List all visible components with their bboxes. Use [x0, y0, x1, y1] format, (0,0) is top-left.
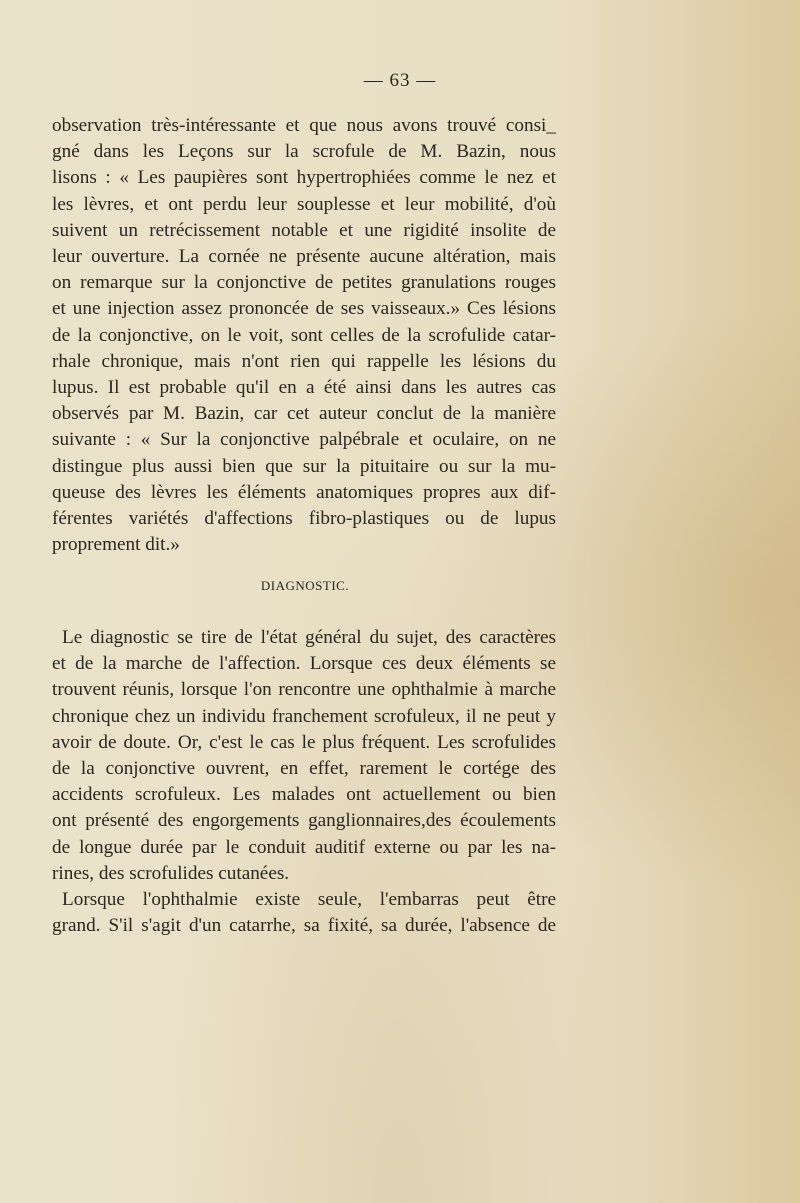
text-line: suivent un retrécissement notable et une rigidité insolite de: [52, 219, 556, 241]
text-line: férentes variétés d'affections fibro-plastiques ou de lupus: [52, 508, 556, 530]
text-line: proprement dit.»: [52, 534, 180, 556]
text-line: observation très-intéressante et que nous avons trouvé consi_: [52, 115, 556, 136]
text-line: Le diagnostic se tire de l'état général du sujet, des caractères: [62, 627, 556, 648]
paragraph-1: [52, 113, 556, 558]
text-line: rhale chronique, mais n'ont rien qui rappelle les lésions du: [52, 350, 556, 372]
text-line: ont présenté des engorgements ganglionnaires,des écoulements: [52, 810, 556, 832]
text-line: observés par M. Bazin, car cet auteur conclut de la manière: [52, 403, 556, 425]
text-line: rines, des scrofulides cutanées.: [52, 862, 290, 884]
text-line: et de la marche de l'affection. Lorsque ces deux éléments se: [52, 653, 556, 675]
text-line: chronique chez un individu franchement scrofuleux, il ne peut y: [52, 705, 556, 727]
paragraph-2: [52, 625, 556, 939]
text-line: grand. S'il s'agit d'un catarrhe, sa fixité, sa durée, l'absence de: [52, 915, 556, 937]
page-number: — 63 —: [363, 70, 437, 91]
text-line: suivante : « Sur la conjonctive palpébrale et oculaire, on ne: [52, 429, 556, 451]
text-line: distingue plus aussi bien que sur la pituitaire ou sur la mu-: [52, 455, 556, 477]
text-line: et une injection assez prononcée de ses vaisseaux.» Ces lésions: [52, 298, 556, 320]
text-line: les lèvres, et ont perdu leur souplesse et leur mobilité, d'où: [52, 193, 556, 215]
text-line: gné dans les Leçons sur la scrofule de M. Bazin, nous: [52, 141, 556, 163]
text-line: Lorsque l'ophthalmie existe seule, l'embarras peut être: [62, 889, 556, 911]
text-line: accidents scrofuleux. Les malades ont actuellement ou bien: [52, 784, 556, 806]
text-line: avoir de doute. Or, c'est le cas le plus fréquent. Les scrofulides: [52, 731, 556, 753]
text-line: on remarque sur la conjonctive de petites granulations rouges: [52, 272, 556, 294]
text-line: lupus. Il est probable qu'il en a été ainsi dans les autres cas: [52, 377, 556, 399]
text-line: trouvent réunis, lorsque l'on rencontre une ophthalmie à marche: [52, 679, 556, 701]
text-line: leur ouverture. La cornée ne présente aucune altération, mais: [52, 246, 556, 268]
section-heading: DIAGNOSTIC.: [260, 578, 350, 593]
text-line: de la conjonctive, on le voit, sont celles de la scrofulide catar-: [52, 324, 556, 346]
text-line: queuse des lèvres les éléments anatomiques propres aux dif-: [52, 481, 556, 503]
text-line: de longue durée par le conduit auditif externe ou par les na-: [52, 836, 556, 858]
text-line: lisons : « Les paupières sont hypertrophiées comme le nez et: [52, 167, 556, 189]
text-line: de la conjonctive ouvrent, en effet, rarement le cortége des: [52, 758, 556, 780]
